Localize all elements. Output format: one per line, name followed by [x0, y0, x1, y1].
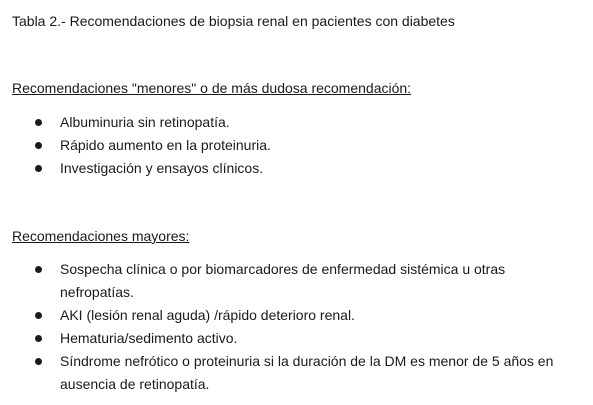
list-item	[30, 327, 580, 350]
list-item-text: Hematuria/sedimento activo.	[60, 330, 238, 346]
bullet-icon	[35, 142, 42, 149]
list-item	[30, 157, 580, 180]
major-recommendations-list	[30, 258, 580, 396]
list-item	[30, 134, 580, 157]
bullet-icon	[35, 165, 42, 172]
list-item-text: Investigación y ensayos clínicos.	[60, 160, 264, 176]
list-item	[30, 111, 580, 134]
list-item-text: Albuminuria sin retinopatía.	[60, 114, 230, 130]
bullet-icon	[35, 335, 42, 342]
list-item-text: Sospecha clínica o por biomarcadores de enfermedad sistémica u otras nefropatías.	[60, 261, 506, 300]
list-item	[30, 304, 580, 327]
bullet-icon	[35, 119, 42, 126]
bullet-icon	[35, 358, 42, 365]
bullet-icon	[35, 312, 42, 319]
major-recommendations-heading: Recomendaciones mayores:	[12, 228, 190, 244]
minor-recommendations-heading: Recomendaciones "menores" o de más dudosa recomendación:	[12, 80, 412, 96]
list-item-text: AKI (lesión renal aguda) /rápido deterioro renal.	[60, 307, 355, 323]
bullet-icon	[35, 266, 42, 273]
list-item	[30, 350, 580, 396]
minor-recommendations-list	[30, 111, 580, 180]
list-item	[30, 258, 580, 304]
list-item-text: Síndrome nefrótico o proteinuria si la duración de la DM es menor de 5 años en ausencia de retinopatía.	[60, 353, 554, 392]
list-item-text: Rápido aumento en la proteinuria.	[60, 137, 271, 153]
document-title: Tabla 2.- Recomendaciones de biopsia renal en pacientes con diabetes	[12, 13, 455, 29]
